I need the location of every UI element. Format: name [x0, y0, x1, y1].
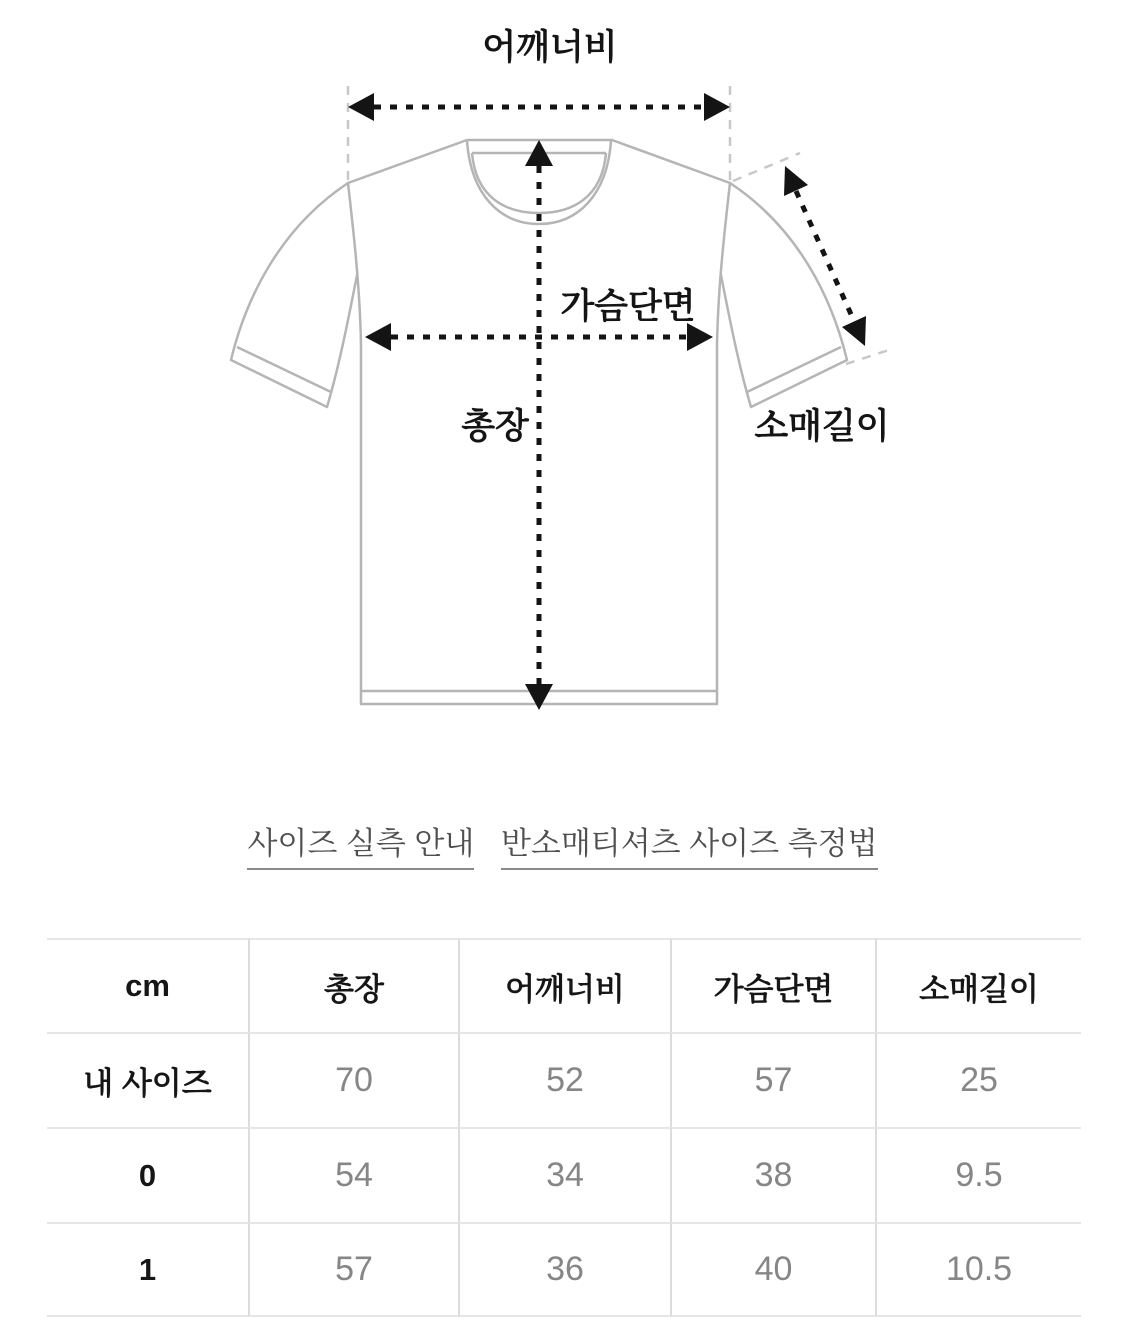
table-cell: 40: [670, 1222, 875, 1317]
table-row-label: 0: [47, 1127, 248, 1222]
table-col-header: 어깨너비: [458, 938, 670, 1032]
size-guide-link[interactable]: 사이즈 실측 안내: [247, 818, 474, 870]
size-guide-links: [0, 818, 1125, 870]
shoulder-width-label: 어깨너비: [482, 28, 618, 67]
table-col-header: 소매길이: [875, 938, 1081, 1032]
table-cell: 52: [458, 1032, 670, 1127]
total-length-label: 총장: [461, 407, 529, 446]
table-cell: 36: [458, 1222, 670, 1317]
table-cell: 25: [875, 1032, 1081, 1127]
table-unit-header: cm: [47, 938, 248, 1032]
measure-method-link[interactable]: 반소매티셔츠 사이즈 측정법: [501, 818, 878, 870]
table-col-header: 가슴단면: [670, 938, 875, 1032]
table-cell: 34: [458, 1127, 670, 1222]
table-cell: 10.5: [875, 1222, 1081, 1317]
chest-width-label: 가슴단면: [560, 287, 696, 326]
table-col-header: 총장: [248, 938, 458, 1032]
table-cell: 38: [670, 1127, 875, 1222]
table-row-label: 내 사이즈: [47, 1032, 248, 1127]
sleeve-length-label: 소매길이: [754, 407, 890, 446]
table-row-label: 1: [47, 1222, 248, 1317]
table-cell: 57: [670, 1032, 875, 1127]
table-cell: 57: [248, 1222, 458, 1317]
table-cell: 54: [248, 1127, 458, 1222]
table-cell: 70: [248, 1032, 458, 1127]
table-cell: 9.5: [875, 1127, 1081, 1222]
size-table: [47, 938, 1081, 1317]
